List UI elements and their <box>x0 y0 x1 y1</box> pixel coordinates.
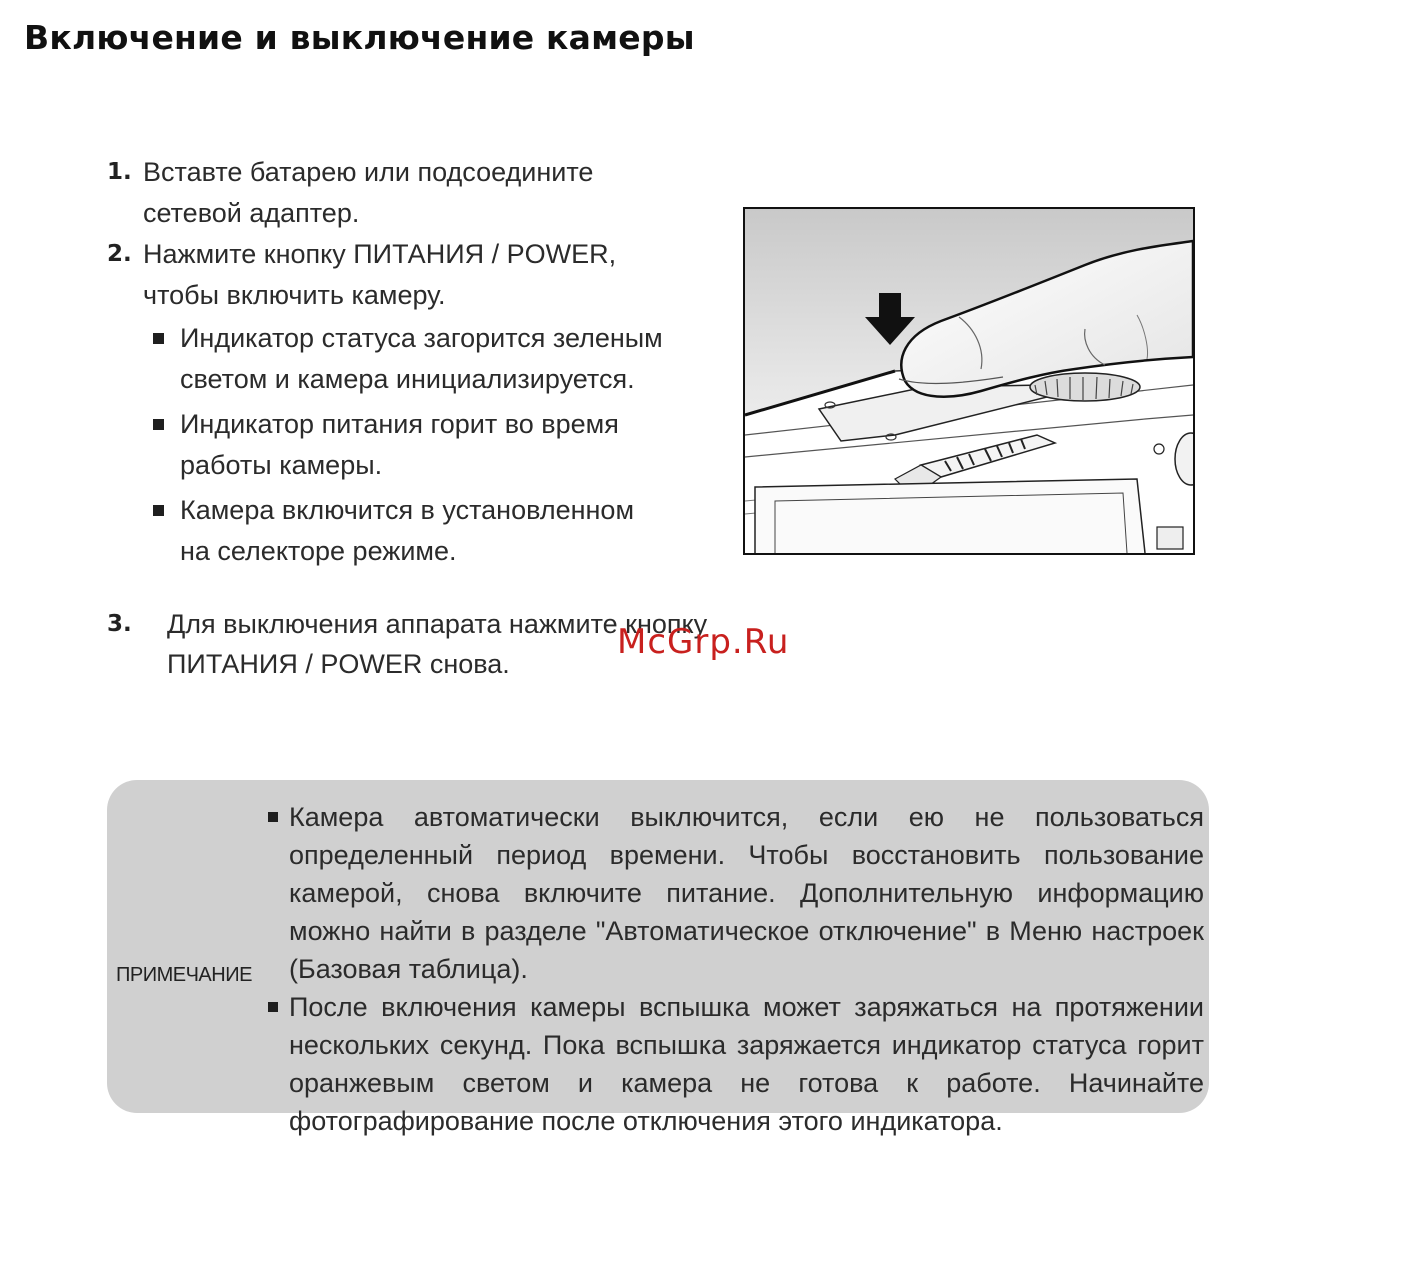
steps-list <box>107 152 667 576</box>
page-title: Включение и выключение камеры <box>24 18 695 57</box>
bullet-square-icon <box>153 419 164 430</box>
bullet-item <box>153 404 667 486</box>
step-2-bullets <box>153 318 667 572</box>
camera-power-illustration <box>743 207 1195 555</box>
bullet-square-icon <box>268 812 278 822</box>
bullet-text: Индикатор питания горит во время работы камеры. <box>180 409 619 480</box>
step-text: Для выключения аппарата нажмите кнопку ПИТАНИЯ / POWER снова. <box>167 609 708 679</box>
note-label: ПРИМЕЧАНИЕ <box>116 964 252 986</box>
note-item <box>268 798 1204 988</box>
note-item-text: Камера автоматически выключится, если ею не пользоваться определенный период времени. Чтобы восстановить пользование камерой, снова включите питание. Дополнительную информацию можно найти в разделе "Автоматическое отключение" в Меню настроек (Базовая таблица). <box>289 802 1204 984</box>
bullet-square-icon <box>153 333 164 344</box>
bullet-square-icon <box>268 1002 278 1012</box>
watermark: McGrp.Ru <box>617 622 790 662</box>
note-item-text: После включения камеры вспышка может заряжаться на протяжении нескольких секунд. Пока вспышка заряжается индикатор статуса горит оранжевым светом и камера не готова к работе. Начинайте фотографирование после отключения этого индикатора. <box>289 992 1204 1136</box>
bullet-text: Камера включится в установленном на селекторе режиме. <box>180 495 635 566</box>
bullet-item <box>153 490 667 572</box>
step-number: 3. <box>107 611 132 637</box>
note-items <box>268 798 1204 1140</box>
lcd-screen-edge <box>755 479 1145 553</box>
step-text: Нажмите кнопку ПИТАНИЯ / POWER, чтобы включить камеру. <box>143 239 617 310</box>
step-2 <box>107 234 667 572</box>
bullet-item <box>153 318 667 400</box>
step-number: 2. <box>107 241 132 267</box>
bullet-square-icon <box>153 505 164 516</box>
step-text: Вставте батарею или подсоедините сетевой адаптер. <box>143 157 594 228</box>
step-number: 1. <box>107 159 132 185</box>
mode-dial <box>1030 373 1140 401</box>
step-1 <box>107 152 667 234</box>
camera-illustration-svg <box>745 209 1193 553</box>
note-item <box>268 988 1204 1140</box>
bullet-text: Индикатор статуса загорится зеленым светом и камера инициализируется. <box>180 323 663 394</box>
